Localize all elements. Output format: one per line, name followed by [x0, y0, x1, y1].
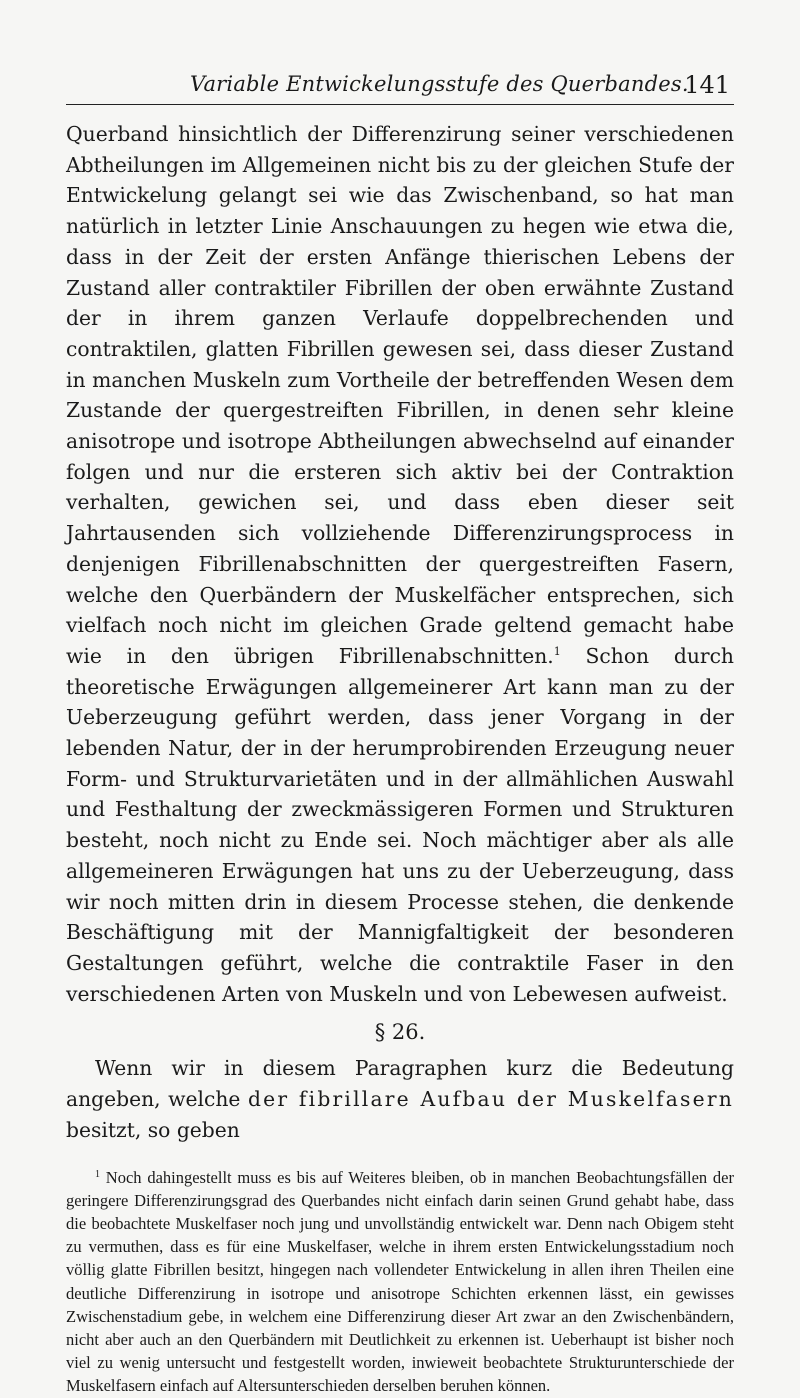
paragraph	[66, 119, 734, 1009]
footnote-text: Noch dahingestellt muss es bis auf Weiteres bleiben, ob in manchen Beobachtungsfällen der geringere Differenzirungsgrad des Querbandes nicht einfach darin seinen Grund gehabt habe, dass die beobachtete Muskelfaser noch jung und unvollständig entwickelt war. Denn nach Obigem steht zu vermuthen, dass es für eine Muskelfaser, welche in ihrem ersten Entwickelungsstadium noch völlig glatte Fibrillen besitzt, hingegen nach vollendeter Entwickelung in allen ihren Theilen eine deutliche Differenzirung in isotrope und anisotrope Schichten erkennen lässt, ein gewisses Zwischenstadium gebe, in welchem eine Differenzirung dieser Art zwar an den Zwischenbändern, nicht aber auch an den Querbändern mit Deutlichkeit zu erkennen ist. Ueberhaupt ist bisher noch viel zu wenig untersucht und festgestellt worden, inwieweit beobachtete Strukturunterschiede der Muskelfasern einfach auf Altersunterschieden derselben beruhen können.	[66, 1167, 734, 1396]
section-heading: § 26.	[374, 1020, 426, 1045]
running-header	[66, 70, 734, 105]
main-text	[66, 119, 734, 1146]
footnote-reference: 1	[553, 644, 561, 658]
running-title: Variable Entwickelungsstufe des Querbandes.	[190, 72, 689, 96]
paragraph-text-continued: besitzt, so geben	[66, 1117, 240, 1142]
paragraph-text: Querband hinsichtlich der Differenzirung seiner verschiedenen Abtheilungen im Allgemeinen nicht bis zu der gleichen Stufe der Entwickelung gelangt sei wie das Zwischenband, so hat man natürlich in letzter Linie Anschauungen zu hegen wie etwa die, dass in der Zeit der ersten Anfänge thierischen Lebens der Zustand aller contraktiler Fibrillen der oben erwähnte Zustand der in ihrem ganzen Verlaufe doppelbrechenden und contraktilen, glatten Fibrillen gewesen sei, dass dieser Zustand in manchen Muskeln zum Vortheile der betreffenden Wesen dem Zustande der quergestreiften Fibrillen, in denen sehr kleine anisotrope und isotrope Abtheilungen abwechselnd auf einander folgen und nur die ersteren sich aktiv bei der Contraktion verhalten, gewichen sei, und dass eben dieser seit Jahrtausenden sich vollziehende Differenzirungsprocess in denjenigen Fibrillenabschnitten der quergestreiften Fasern, welche den Querbändern der Muskelfächer entsprechen, sich vielfach noch nicht im gleichen Grade geltend gemacht habe wie in den übrigen Fibrillenabschnitten.	[66, 122, 734, 668]
paragraph-text-continued: Schon durch theoretische Erwägungen allgemeinerer Art kann man zu der Ueberzeugung geführt werden, dass jener Vorgang in der lebenden Natur, der in der herumprobirenden Erzeugung neuer Form- und Strukturvarietäten und in der allmählichen Auswahl und Festhaltung der zweckmässigeren Formen und Strukturen besteht, noch nicht zu Ende sei. Noch mächtiger aber als alle allgemeineren Erwägungen hat uns zu der Ueberzeugung, dass wir noch mitten drin in diesem Processe stehen, die denkende Beschäftigung mit der Mannigfaltigkeit der besonderen Gestaltungen geführt, welche die contraktile Faser in den verschiedenen Arten von Muskeln und von Lebewesen aufweist.	[66, 643, 734, 1006]
page-number: 141	[684, 71, 730, 99]
book-page	[66, 70, 734, 1398]
paragraph-text: Wenn wir in diesem Paragraphen kurz die Bedeutung angeben, welche	[66, 1056, 734, 1112]
footnote	[66, 1166, 734, 1398]
footnote-marker: 1	[95, 1168, 100, 1180]
emphasized-phrase: der fibrillare Aufbau der Muskelfasern	[247, 1087, 734, 1112]
paragraph	[66, 1053, 734, 1145]
